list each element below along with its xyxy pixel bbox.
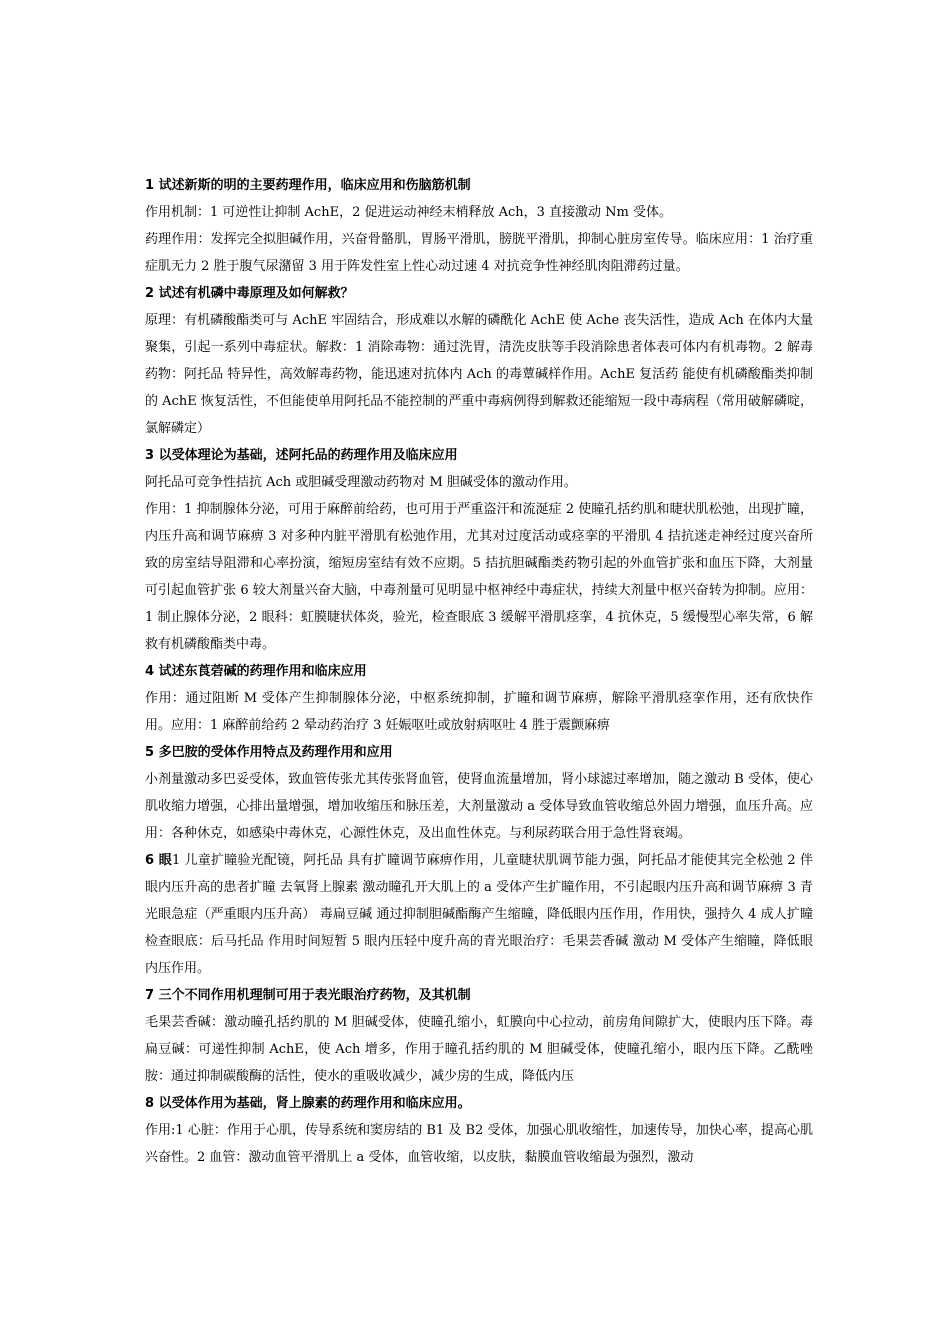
section-paragraph: 作用:1 心脏：作用于心肌，传导系统和窦房结的 B1 及 B2 受体，加强心肌收缩性，加速传导，加快心率，提高心肌兴奋性。2 血管：激动血管平滑肌上 a 受体，血管收缩，以皮肤，黏膜血管收缩最为强烈，激动 [145,1123,813,1165]
section-8 [145,1090,813,1171]
section-paragraph: 阿托品可竞争性拮抗 Ach 或胆碱受理激动药物对 M 胆碱受体的激动作用。 [145,475,577,490]
section-2 [145,280,813,442]
section-lead: 6 眼 [145,853,172,868]
section-paragraph: 原理：有机磷酸酯类可与 AchE 牢固结合，形成难以水解的磷酰化 AchE 使 Ache 丧失活性，造成 Ach 在体内大量聚集，引起一系列中毒症状。解救：1 消除毒物：通过洗胃，清洗皮肤等手段消除患者体表可体内有机毒物。2 解毒药物：阿托品 特异性，高效解毒药物，能迅速对抗体内 Ach 的毒蕈碱样作用。AchE 复活药 能使有机磷酸酯类抑制的 AchE 恢复活性，不但能使单用阿托品不能控制的严重中毒病例得到解救还能缩短一段中毒病程（常用破解磷啶，氯解磷定） [145,313,813,436]
section-heading: 4 试述东莨菪碱的药理作用和临床应用 [145,664,367,679]
section-paragraph: 药理作用：发挥完全拟胆碱作用，兴奋骨骼肌，胃肠平滑肌，膀胱平滑肌，抑制心脏房室传导。临床应用：1 治疗重症肌无力 2 胜于腹气尿潴留 3 用于阵发性室上性心动过速 4 对抗竞争性神经肌肉阻滞药过量。 [145,232,813,274]
section-4 [145,658,813,739]
section-3 [145,442,813,658]
section-1 [145,172,813,280]
section-heading: 1 试述新斯的明的主要药理作用，临床应用和伤脑筋机制 [145,178,471,193]
section-6 [145,847,813,982]
section-heading: 7 三个不同作用机理制可用于表光眼治疗药物，及其机制 [145,988,471,1003]
section-paragraph [145,847,813,982]
section-paragraph: 作用：通过阻断 M 受体产生抑制腺体分泌，中枢系统抑制，扩瞳和调节麻痹，解除平滑肌痉挛作用，还有欣快作用。应用：1 麻醉前给药 2 晕动药治疗 3 妊娠呕吐或放射病呕吐 4 胜于震颤麻痹 [145,691,813,733]
section-heading: 8 以受体作用为基础，肾上腺素的药理作用和临床应用。 [145,1096,471,1111]
section-heading: 3 以受体理论为基础，述阿托品的药理作用及临床应用 [145,448,458,463]
section-paragraph: 作用：1 抑制腺体分泌，可用于麻醉前给药，也可用于严重盗汗和流涎症 2 使瞳孔括约肌和睫状肌松弛，出现扩瞳，内压升高和调节麻痹 3 对多种内脏平滑肌有松弛作用，尤其对过度活动或痉挛的平滑肌 4 拮抗迷走神经过度兴奋所致的房室结导阻滞和心率扮演，缩短房室结有效不应期。5 拮抗胆碱酯类药物引起的外血管扩张和血压下降，大剂量可引起血管扩张 6 较大剂量兴奋大脑，中毒剂量可见明显中枢神经中毒症状，持续大剂量中枢兴奋转为抑制。应用：1 制止腺体分泌，2 眼科：虹膜睫状体炎，验光，检查眼底 3 缓解平滑肌痉挛，4 抗休克，5 缓慢型心率失常，6 解救有机磷酸酯类中毒。 [145,502,813,652]
section-7 [145,982,813,1090]
document-page [145,172,813,1171]
section-paragraph: 作用机制：1 可逆性让抑制 AchE，2 促进运动神经末梢释放 Ach，3 直接激动 Nm 受体。 [145,205,673,220]
section-paragraph: 毛果芸香碱：激动瞳孔括约肌的 M 胆碱受体，使瞳孔缩小，虹膜向中心拉动，前房角间隙扩大，使眼内压下降。毒扁豆碱：可递性抑制 AchE，使 Ach 增多，作用于瞳孔括约肌的 M 胆碱受体，使瞳孔缩小，眼内压下降。乙酰唑胺：通过抑制碳酸酶的活性，使水的重吸收减少，减少房的生成，降低内压 [145,1015,813,1084]
section-5 [145,739,813,847]
section-heading: 2 试述有机磷中毒原理及如何解救？ [145,286,354,301]
section-heading: 5 多巴胺的受体作用特点及药理作用和应用 [145,745,393,760]
section-paragraph: 小剂量激动多巴妥受体，致血管传张尤其传张肾血管，使肾血流量增加，肾小球滤过率增加，随之激动 B 受体，使心肌收缩力增强，心排出量增强，增加收缩压和脉压差，大剂量激动 a 受体导致血管收缩总外固力增强，血压升高。应用：各种休克，如感染中毒休克，心源性休克，及出血性休克。与利尿药联合用于急性肾衰竭。 [145,772,813,841]
section-paragraph-text: 1 儿童扩瞳验光配镜，阿托品 具有扩瞳调节麻痹作用，儿童睫状肌调节能力强，阿托品才能使其完全松弛 2 伴眼内压升高的患者扩瞳 去氧肾上腺素 激动瞳孔开大肌上的 a 受体产生扩瞳作用，不引起眼内压升高和调节麻痹 3 青光眼急症（严重眼内压升高） 毒扁豆碱 通过抑制胆碱酯酶产生缩瞳，降低眼内压作用，作用快，强持久 4 成人扩瞳检查眼底：后马托品 作用时间短暂 5 眼内压轻中度升高的青光眼治疗：毛果芸香碱 激动 M 受体产生缩瞳，降低眼内压作用。 [145,853,813,976]
